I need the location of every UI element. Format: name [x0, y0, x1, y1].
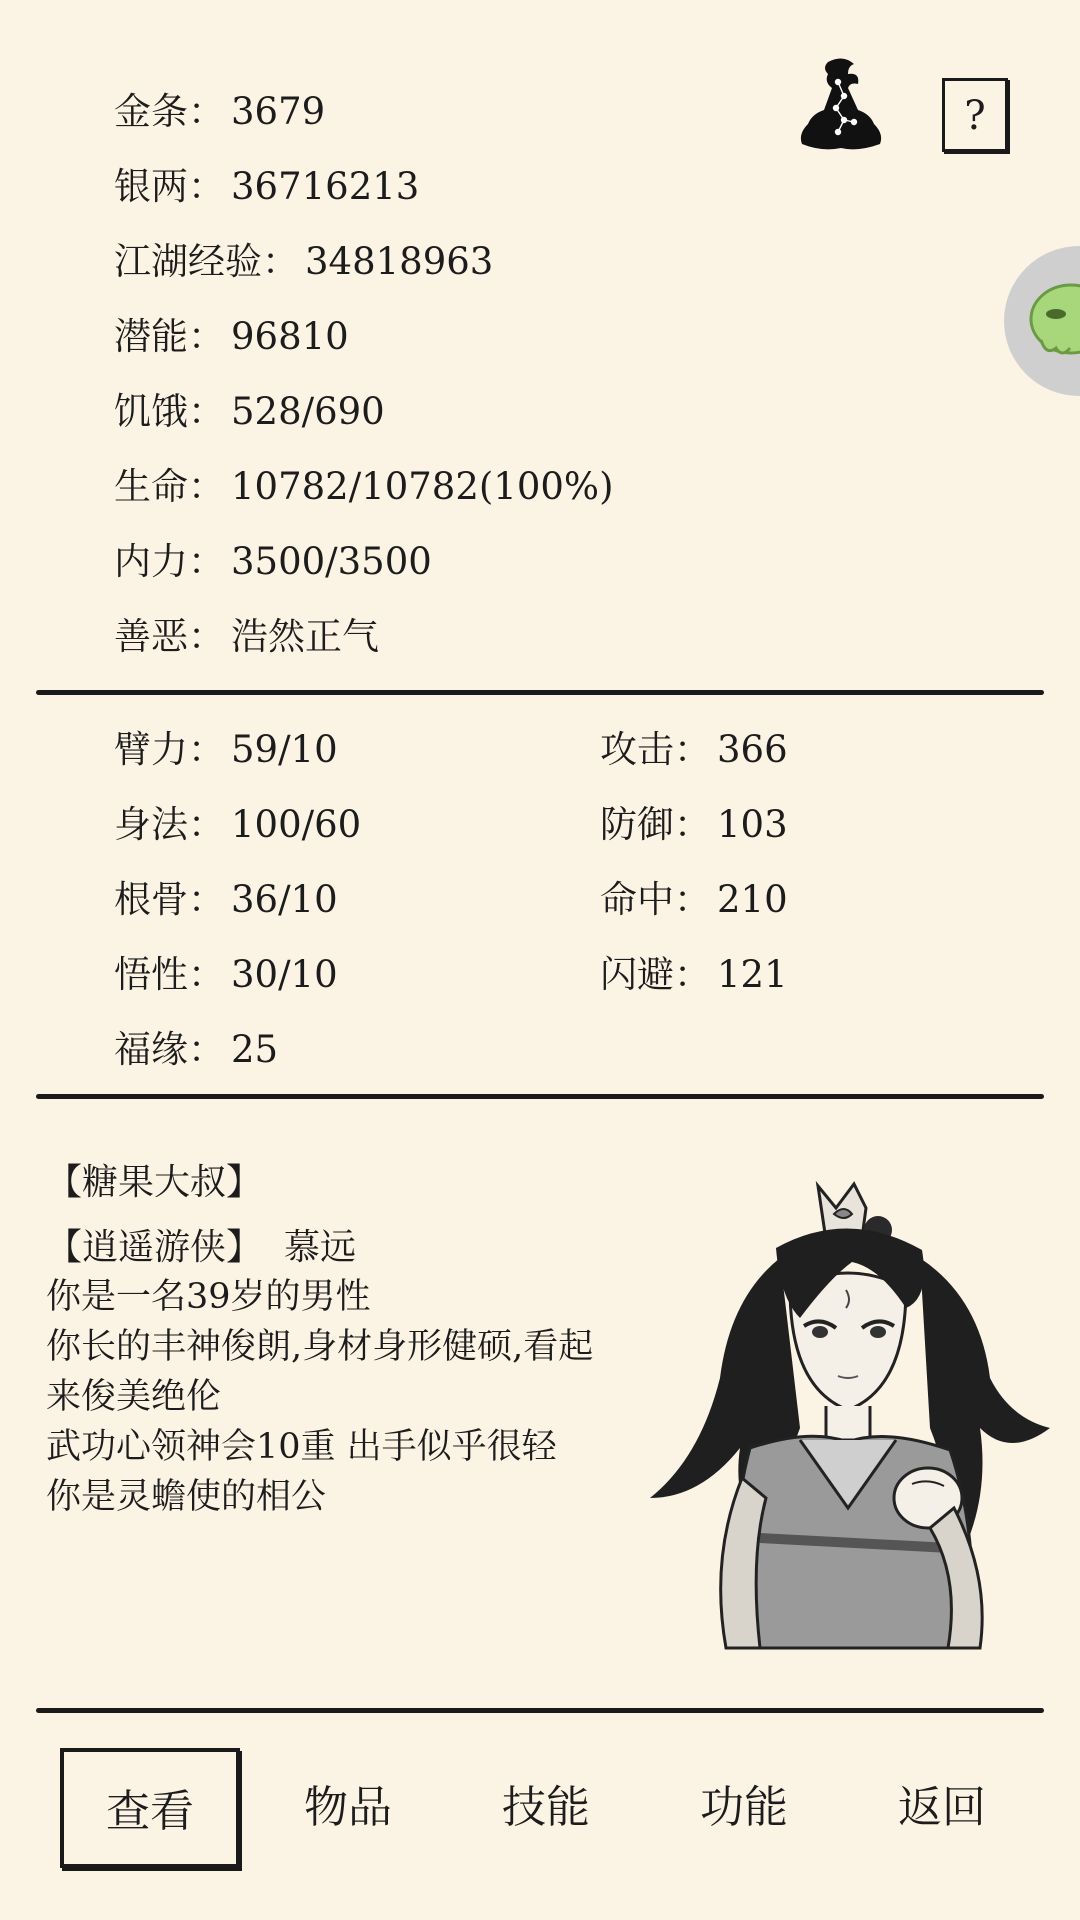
divider: [36, 690, 1044, 695]
attr-label: 闪避：: [600, 953, 711, 996]
stat-label: 善恶：: [114, 615, 225, 658]
divider: [36, 1708, 1044, 1713]
attr-defense: [600, 795, 788, 855]
attr-comprehension: [114, 945, 338, 1005]
stat-value: 34818963: [305, 240, 494, 283]
attr-label: 身法：: [114, 803, 225, 846]
bio-line: 武功心领神会10重 出手似乎很轻: [46, 1427, 557, 1467]
attr-label: 臂力：: [114, 728, 225, 771]
stat-label: 金条：: [114, 90, 225, 133]
stat-morality: [114, 607, 379, 667]
nav-functions-button[interactable]: 功能: [700, 1782, 788, 1833]
attr-value: 100/60: [231, 803, 362, 846]
stat-value: 浩然正气: [231, 615, 379, 658]
attr-accuracy: [600, 870, 788, 930]
green-creature-icon: [1026, 274, 1080, 364]
character-title: 【逍遥游侠】: [46, 1227, 263, 1268]
title-and-name: [46, 1223, 356, 1273]
attr-label: 防御：: [600, 803, 711, 846]
character-portrait: [630, 1178, 1050, 1658]
attr-value: 210: [717, 878, 788, 921]
nickname: 【糖果大叔】: [46, 1162, 263, 1203]
stat-gold: [114, 82, 325, 142]
stat-inner-power: [114, 532, 432, 592]
stat-potential: [114, 307, 349, 367]
question-mark-icon: ?: [964, 93, 986, 139]
stat-value: 10782/10782(100%): [231, 465, 614, 508]
attr-constitution: [114, 870, 338, 930]
divider: [36, 1094, 1044, 1099]
bio-line: 来俊美绝伦: [46, 1377, 222, 1417]
attr-value: 25: [231, 1028, 279, 1071]
stat-label: 内力：: [114, 540, 225, 583]
help-button[interactable]: [942, 78, 1008, 152]
stat-value: 96810: [231, 315, 349, 358]
attr-label: 攻击：: [600, 728, 711, 771]
character-name: 慕远: [284, 1227, 357, 1268]
bio-line: 你是一名39岁的男性: [46, 1277, 371, 1317]
nav-skills-button[interactable]: 技能: [502, 1782, 590, 1833]
stat-value: 528/690: [231, 390, 385, 433]
attr-value: 59/10: [231, 728, 338, 771]
meditation-icon[interactable]: [788, 52, 894, 158]
attr-attack: [600, 720, 788, 780]
attr-value: 30/10: [231, 953, 338, 996]
stat-label: 江湖经验：: [114, 240, 299, 283]
nav-back-button[interactable]: 返回: [898, 1782, 986, 1833]
stat-experience: [114, 232, 493, 292]
attr-value: 36/10: [231, 878, 338, 921]
stat-label: 生命：: [114, 465, 225, 508]
nav-items-button[interactable]: 物品: [304, 1782, 392, 1833]
stat-value: 36716213: [231, 165, 420, 208]
stat-silver: [114, 157, 419, 217]
stat-value: 3500/3500: [231, 540, 432, 583]
nav-view-button[interactable]: 查看: [60, 1748, 240, 1868]
attr-evasion: [600, 945, 788, 1005]
attr-label: 福缘：: [114, 1028, 225, 1071]
stat-value: 3679: [231, 90, 326, 133]
attr-label: 命中：: [600, 878, 711, 921]
stat-life: [114, 457, 614, 517]
stat-label: 饥饿：: [114, 390, 225, 433]
attr-label: 根骨：: [114, 878, 225, 921]
bio-line: 你是灵蟾使的相公: [46, 1477, 327, 1517]
attr-value: 366: [717, 728, 788, 771]
floating-assistant-button[interactable]: [1004, 246, 1080, 396]
stat-hunger: [114, 382, 385, 442]
attr-value: 103: [717, 803, 788, 846]
attr-fortune: [114, 1020, 278, 1080]
stat-label: 银两：: [114, 165, 225, 208]
bio-line: 你长的丰神俊朗,身材身形健硕,看起: [46, 1327, 594, 1367]
stat-label: 潜能：: [114, 315, 225, 358]
attr-value: 121: [717, 953, 788, 996]
attr-agility: [114, 795, 361, 855]
attr-strength: [114, 720, 338, 780]
attr-label: 悟性：: [114, 953, 225, 996]
